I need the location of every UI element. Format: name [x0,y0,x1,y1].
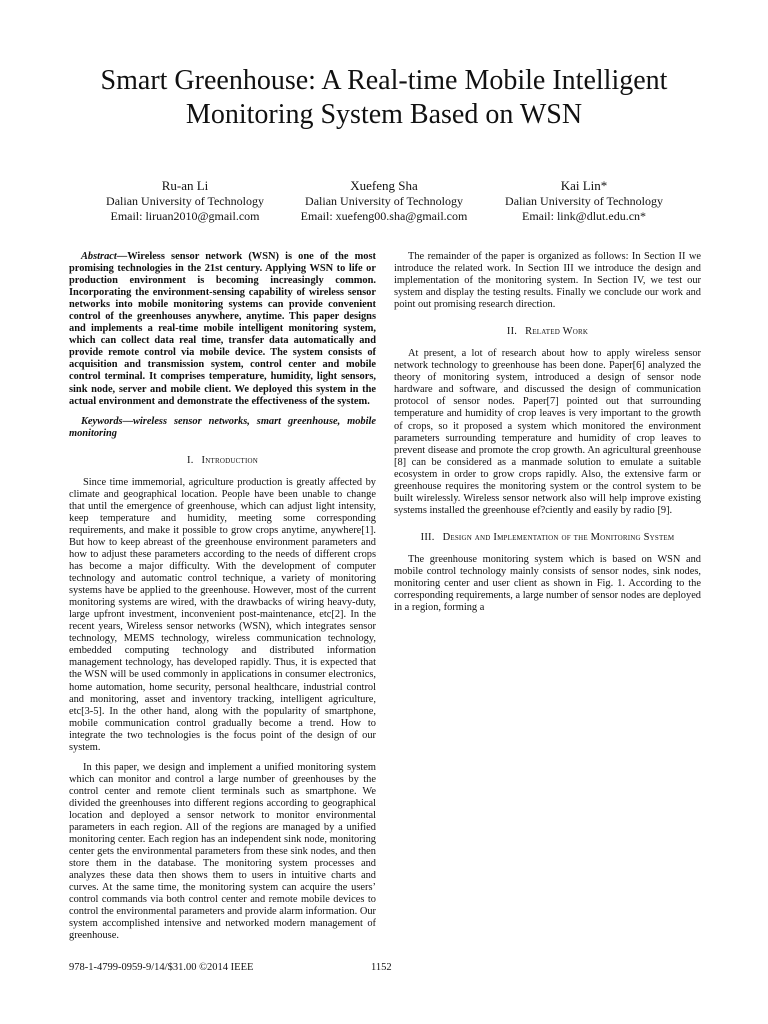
author-affiliation: Dalian University of Technology [505,194,663,208]
abstract [69,251,376,408]
author-name: Kai Lin* [560,178,608,193]
author-name: Ru-an Li [161,178,209,193]
section-title: Related Work [525,326,589,338]
body-paragraph: At present, a lot of research about how to apply wireless sensor network technology to greenhouse has been done. Paper[6] analyzed the theory of monitoring system, introduced a design of sensor node hardware and software, and discussed the design of communication protocol of sensor nodes. Paper[7] pointed out that surrounding temperature and humidity of crop leaves is very important to the growth of crops, so it proposed a system which monitored the environment parameters surrounding temperature and humidity of crop leaves to prevent disease and promote the crop growth. An agricultural greenhouse [8] can be considered as a manmade solution to emulate a suitable ecosystem in order to grow crops rapidly. Also, the extensive farm or greenhouse requires the monitoring system or the control system to be built wirelessly. Wireless sensor network also will help improve existing systems installed the greenhouse ef?ciently and easily by radio [9]. [394,348,701,516]
title-line-2: Monitoring System Based on WSN [185,99,583,130]
author-affiliation: Dalian University of Technology [106,194,264,208]
title-line-1: Smart Greenhouse: A Real-time Mobile Intelligent [100,65,668,96]
body-paragraph: Since time immemorial, agriculture production is greatly affected by climate and geographical location. People have been unable to change that until the emergence of greenhouse, which can adjust light intensity, keep temperature and humidity, meeting some corresponding requirements, and make it possible to grow crops anytime, anywhere[1]. But how to keep abreast of the greenhouse environment parameters and how to adjust these parameters according to the needs of different crops has become a major difficulty. With the development of computer technology and automatic control technique, a variety of monitoring systems have be applied to the greenhouse. However, most of the current monitoring systems are wired, with the drawbacks of wiring heavy-duty, large upfront investment, inconvenient post-maintenance, etc[2]. In the recent years, Wireless sensor networks (WSN), which integrates sensor technology, MEMS technology, wireless communication technology, embedded computing technology and distributed information management technology, has developed rapidly. Thus, it is expected that the WSN will be used commonly in applications in consumer electronics, home automation, home security, personal healthcare, industrial control and monitoring, asset and inventory tracking, intelligent agriculture, etc[3-5]. In the other hand, along with the popularity of smartphone, mobile communication control gradually become a trend. How to integrate the two technologies is the focus point of the design of our system. [69,476,376,753]
section-number: III. [420,531,435,543]
author-name: Xuefeng Sha [350,178,418,193]
abstract-label: Abstract [81,251,117,262]
section-heading [394,532,701,544]
paper-title [40,64,728,132]
author-email: Email: liruan2010@gmail.com [110,209,260,223]
right-column [394,251,701,622]
section-title: Introduction [201,454,258,466]
section-heading [69,455,376,467]
left-column [69,251,376,950]
author-email: Email: link@dlut.edu.cn* [521,209,647,223]
copyright-footer: 978-1-4799-0959-9/14/$31.00 ©2014 IEEE [69,962,254,973]
keywords: Keywords—wireless sensor networks, smart greenhouse, mobile monitoring [69,415,376,439]
author-block [464,178,704,224]
body-paragraph: In this paper, we design and implement a unified monitoring system which can monitor and control a large number of greenhouses by the control center and remote client terminals such as smartphone. We divided the greenhouses into different regions according to geographical location and deployed a sensor network to monitor environmental parameters in each region. All of the regions are managed by a unified monitoring center. Each region has an independent sink node, monitoring center gets the environmental parameters from these sink nodes, and then store them in the database. The monitoring system processes and analyzes these data then shows them to users in intuitive charts and curves. At the same time, the monitoring system can acquire the users’ control commands via both control center and remote mobile devices to control the environmental parameters and provide alarm information. Our system accomplished intensive and networked modern management of greenhouse. [69,761,376,942]
section-title: Design and Implementation of the Monitoring System [442,531,675,543]
author-email: Email: xuefeng00.sha@gmail.com [300,209,468,223]
section-heading [394,326,701,338]
page-number: 1152 [371,962,392,973]
abstract-text: —Wireless sensor network (WSN) is one of the most promising technologies in the 21st century. Applying WSN to life or production environment is becoming increasingly common. Incorporating the environment-sensing capability of wireless sensor networks into mobile monitoring systems can provide convenient control of the greenhouses anywhere, anytime. This paper designs and implements a real-time mobile intelligent monitoring system, which can collect data real time, transfer data automatically and provide remote control via mobile device. The system consists of acquisition and transmission system, control center and mobile control terminal. It comprises temperature, humidity, light sensors, sink node, server and mobile client. We deployed this system in the actual environment and demonstrate the effectiveness of the system. [69,251,376,407]
body-paragraph: The remainder of the paper is organized as follows: In Section II we introduce the related work. In Section III we introduce the design and implementation of the monitoring system. In Section IV, we test our system and display the testing results. Finally we conclude our work and point out promising research direction. [394,251,701,311]
section-number: I. [187,454,194,466]
section-number: II. [506,326,518,338]
author-affiliation: Dalian University of Technology [305,194,463,208]
body-paragraph: The greenhouse monitoring system which is based on WSN and mobile control technology mainly consists of sensor nodes, sink nodes, monitoring center and user client as shown in Fig. 1. According to the corresponding requirements, a large number of sensor nodes are deployed in a region, forming a [394,553,701,614]
